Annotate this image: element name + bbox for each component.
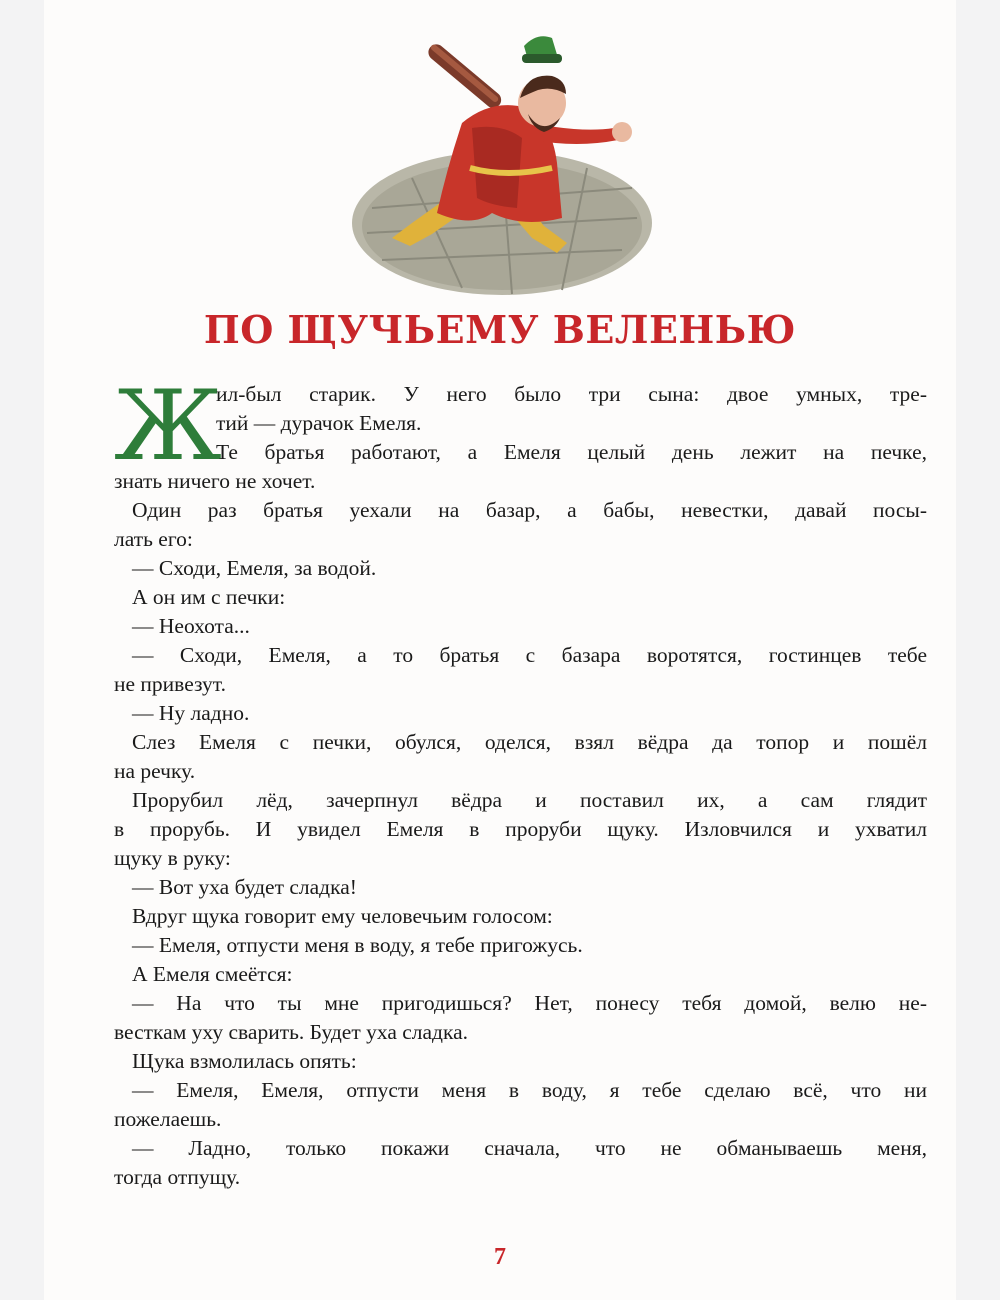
text-line: — На что ты мне пригодишься? Нет, понесу тебя домой, велю не- [132, 991, 927, 1015]
text-line: Слез Емеля с печки, обулся, оделся, взял вёдра да топор и пошёл [132, 730, 927, 754]
story-title: ПО ЩУЧЬЕМУ ВЕЛЕНЬЮ [203, 307, 797, 352]
text-line: — Ладно, только покажи сначала, что не обманываешь меня, [132, 1136, 927, 1160]
text-line: Прорубил лёд, зачерпнул вёдра и поставил их, а сам глядит [132, 788, 927, 812]
text-line: тогда отпущу. [114, 1165, 241, 1189]
text-line: — Сходи, Емеля, за водой. [132, 556, 377, 580]
text-line: — Сходи, Емеля, а то братья с базара воротятся, гостинцев тебе [132, 643, 927, 667]
text-line: пожелаешь. [114, 1107, 222, 1131]
text-line: тий — дурачок Емеля. [216, 411, 422, 435]
text-line: Один раз братья уехали на базар, а бабы, невестки, давай посы- [132, 498, 927, 522]
text-line: А он им с печки: [132, 585, 286, 609]
book-page [44, 0, 956, 1300]
text-line: на речку. [114, 759, 196, 783]
text-line: Вдруг щука говорит ему человечьим голосом: [132, 904, 553, 928]
text-line: — Ну ладно. [132, 701, 250, 725]
text-line: Щука взмолилась опять: [132, 1049, 357, 1073]
text-line: — Вот уха будет сладка! [132, 875, 357, 899]
text-line: не привезут. [114, 672, 226, 696]
text-line: весткам уху сварить. Будет уха сладка. [114, 1020, 469, 1044]
text-line: — Емеля, отпусти меня в воду, я тебе пригожусь. [132, 933, 583, 957]
text-line: Те братья работают, а Емеля целый день лежит на печке, [216, 440, 927, 464]
text-line: знать ничего не хочет. [114, 469, 316, 493]
text-line: ил-был старик. У него было три сына: двое умных, тре- [216, 382, 927, 406]
text-line: — Емеля, Емеля, отпусти меня в воду, я тебе сделаю всё, что ни [132, 1078, 927, 1102]
text-line: лать его: [114, 527, 193, 551]
story-text [44, 0, 956, 1220]
page-number: 7 [494, 1244, 506, 1270]
text-line: А Емеля смеётся: [132, 962, 293, 986]
text-line: щуку в руку: [114, 846, 231, 870]
text-line: — Неохота... [132, 614, 250, 638]
drop-cap-letter: Ж [114, 370, 222, 482]
text-line: в прорубь. И увидел Емеля в проруби щуку. Изловчился и ухватил [114, 817, 927, 841]
